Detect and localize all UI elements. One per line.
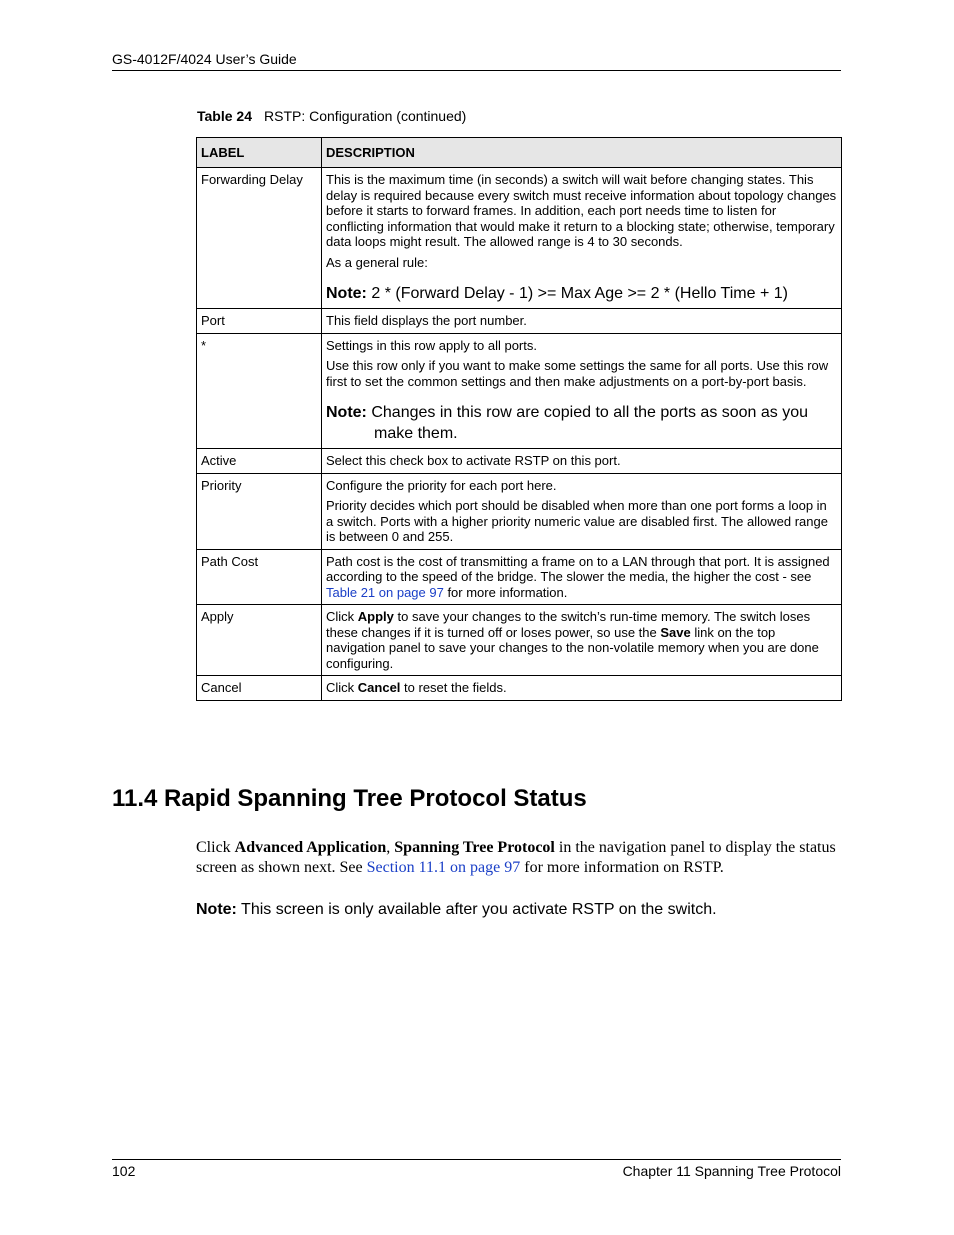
section-heading: 11.4 Rapid Spanning Tree Protocol Status (112, 785, 587, 812)
description-paragraph: Priority decides which port should be disabled when more than one port forms a loop in a switch. Ports with a higher priority numeric value are disabled first. The allowed range is between 0 and 255. (326, 498, 828, 544)
text-run: for more information. (443, 584, 568, 600)
row-description (322, 309, 842, 334)
row-label: Port (197, 309, 322, 334)
table-caption-number: Table 24 (197, 108, 252, 124)
description-paragraph (326, 680, 837, 696)
note-label: Note: (196, 901, 237, 918)
guide-title: GS-4012F/4024 User’s Guide (112, 51, 297, 67)
row-label: Active (197, 449, 322, 474)
row-label: Cancel (197, 676, 322, 701)
bold-term: Spanning Tree Protocol (394, 839, 555, 856)
description-paragraph: This field displays the port number. (326, 313, 527, 328)
page-footer (112, 1159, 841, 1179)
column-header-label: LABEL (197, 138, 322, 168)
section-11-1-link[interactable]: Section 11.1 on page 97 (366, 859, 521, 876)
row-description (322, 449, 842, 474)
row-label: Priority (197, 473, 322, 549)
table-row (197, 605, 842, 676)
row-description (322, 168, 842, 309)
description-paragraph: Settings in this row apply to all ports. (326, 337, 537, 353)
description-paragraph: As a general rule: (326, 254, 428, 270)
description-paragraph: Select this check box to activate RSTP on this port. (326, 453, 621, 468)
table-row (197, 168, 842, 309)
table-row (197, 676, 842, 701)
table-row (197, 333, 842, 449)
note-label: Note: (326, 285, 367, 302)
row-description (322, 676, 842, 701)
page-header (112, 51, 841, 71)
text-run: in the navigation panel to display the status screen as shown next. See (196, 839, 836, 876)
row-description (322, 605, 842, 676)
note (326, 402, 837, 444)
note (326, 283, 837, 304)
note-text: 2 * (Forward Delay - 1) >= Max Age >= 2 * (Hello Time + 1) (371, 285, 788, 302)
text-run: to save your changes to the switch’s run-time memory. The switch loses these changes if it is turned off or loses power, so use the (326, 609, 811, 640)
row-label: Forwarding Delay (197, 168, 322, 309)
description-paragraph (326, 554, 837, 601)
note-text: This screen is only available after you activate RSTP on the switch. (236, 901, 717, 918)
text-run: Click (326, 609, 358, 624)
description-paragraph: Use this row only if you want to make some settings the same for all ports. Use this row first to set the common settings and then make adjustments on a port-by-port basis. (326, 358, 829, 389)
description-paragraph: Configure the priority for each port here. (326, 477, 557, 493)
chapter-title: Chapter 11 Spanning Tree Protocol (622, 1163, 841, 1179)
row-description (322, 473, 842, 549)
text-run: , (386, 839, 395, 856)
bold-term: Apply (357, 609, 394, 624)
row-label: Path Cost (197, 549, 322, 605)
section-note (196, 899, 846, 920)
table-row (197, 549, 842, 605)
row-label: Apply (197, 605, 322, 676)
column-header-description: DESCRIPTION (322, 138, 842, 168)
text-run: Click (196, 839, 235, 856)
text-run: for more information on RSTP. (520, 859, 724, 876)
description-paragraph (326, 609, 837, 671)
page-number: 102 (112, 1163, 136, 1179)
text-run: Click (326, 680, 358, 695)
bold-term: Save (660, 624, 691, 640)
row-label: * (197, 333, 322, 449)
note-label: Note: (326, 404, 367, 421)
section-paragraph (196, 838, 846, 878)
text-run: link on the top navigation panel to save your changes to the non-volatile memory when you are done configuring. (326, 624, 819, 671)
row-description (322, 549, 842, 605)
table-row (197, 309, 842, 334)
rstp-configuration-table (196, 137, 842, 701)
row-description (322, 333, 842, 449)
table-caption-text: RSTP: Configuration (continued) (264, 108, 467, 124)
table-row (197, 449, 842, 474)
text-run: to reset the fields. (400, 680, 507, 695)
table-row (197, 473, 842, 549)
bold-term: Advanced Application (234, 839, 387, 856)
bold-term: Cancel (357, 680, 401, 695)
table-21-link[interactable]: Table 21 on page 97 (326, 584, 444, 600)
table-header-row (197, 138, 842, 168)
note-text: Changes in this row are copied to all the ports as soon as you make them. (371, 404, 809, 442)
text-run: Path cost is the cost of transmitting a frame on to a LAN through that port. It is assigned according to the speed of the bridge. The slower the media, the higher the cost - see (326, 553, 830, 584)
description-paragraph: This is the maximum time (in seconds) a switch will wait before changing states. This delay is required because every switch must receive information about topology changes before it starts to forward frames. In addition, each port needs time to listen for conflicting information that would make it return to a blocking state; otherwise, temporary data loops might result. The allowed range is 4 to 30 seconds. (326, 172, 837, 249)
table-caption (197, 108, 466, 124)
